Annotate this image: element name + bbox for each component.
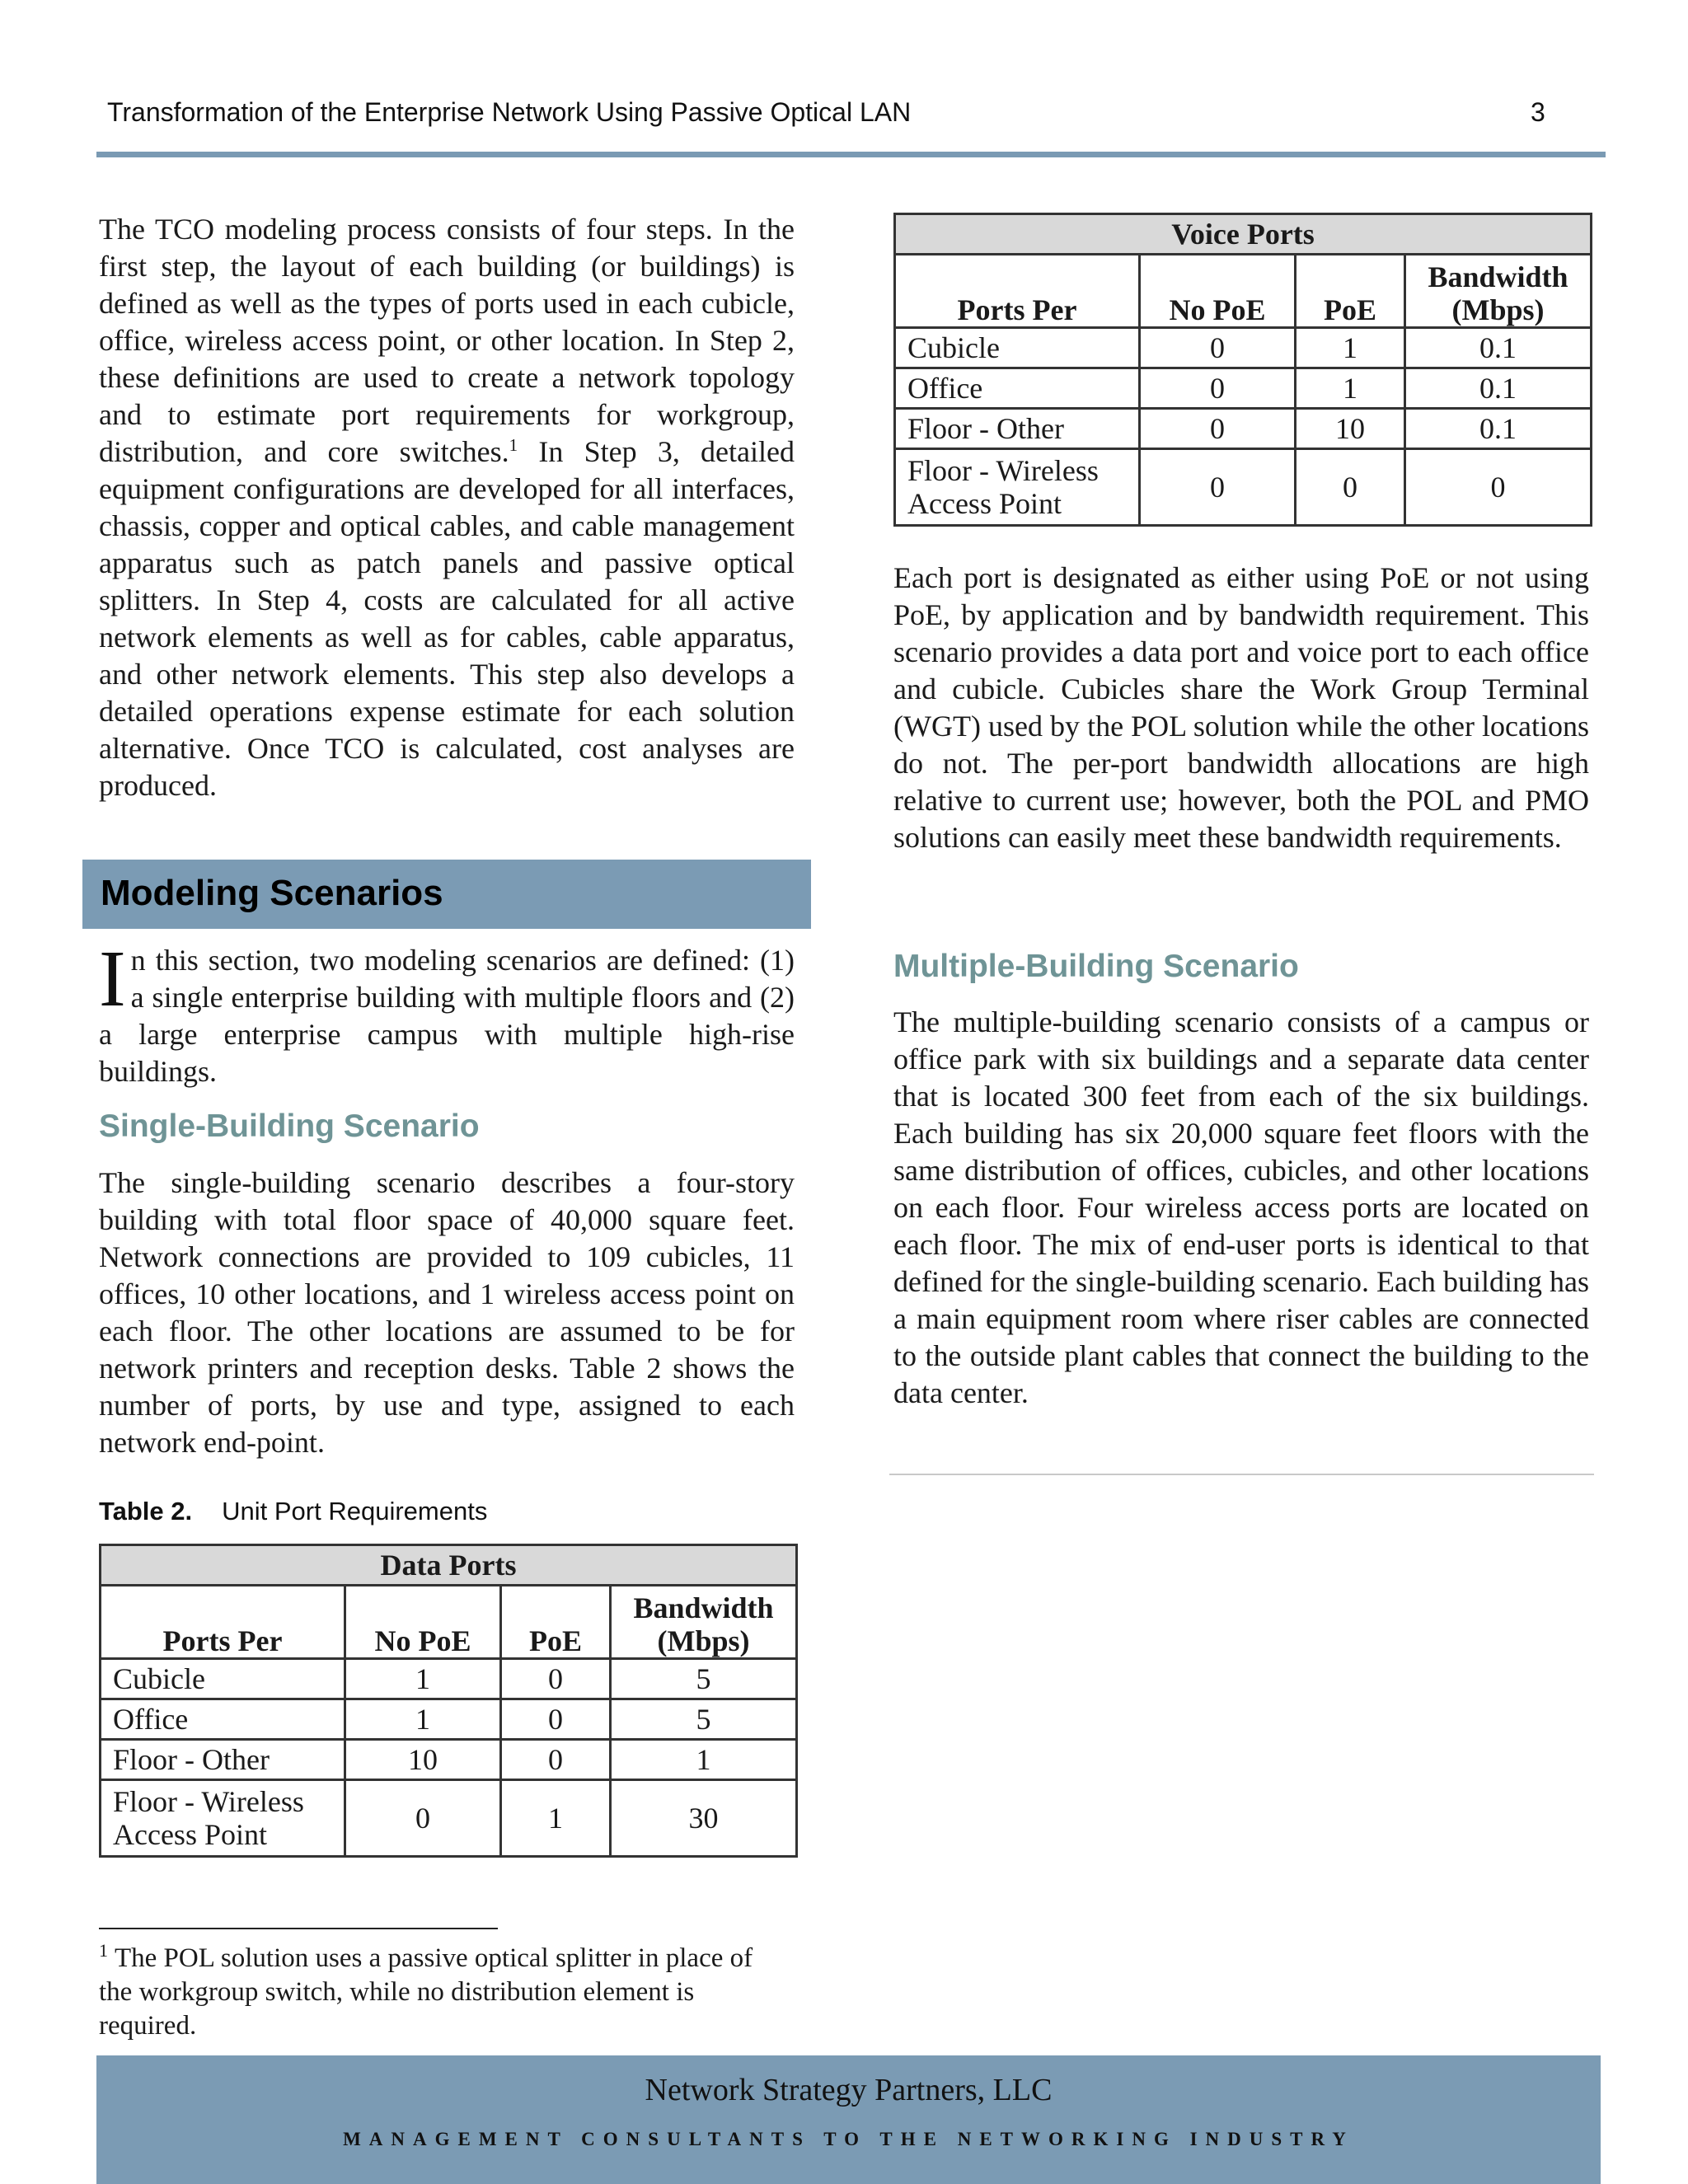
- running-header-title: Transformation of the Enterprise Network Using Passive Optical LAN: [107, 97, 912, 127]
- page-number: 3: [1531, 97, 1545, 127]
- voice-ports-table: [893, 213, 1592, 527]
- table-row: [101, 1699, 797, 1740]
- table-cell: 0: [345, 1780, 501, 1857]
- header-rule: [96, 152, 1606, 157]
- table-cell: 0: [501, 1659, 611, 1699]
- table-row: [101, 1780, 797, 1857]
- single-building-heading: Single-Building Scenario: [99, 1108, 480, 1144]
- table-cell: 10: [345, 1740, 501, 1780]
- footnote-rule: [99, 1928, 498, 1929]
- column-header: Ports Per: [895, 255, 1140, 328]
- column-end-rule: [889, 1474, 1594, 1475]
- table-cell: Cubicle: [895, 328, 1140, 368]
- column-header: No PoE: [1140, 255, 1296, 328]
- table-cell: 1: [501, 1780, 611, 1857]
- voice-ports-title: Voice Ports: [895, 214, 1592, 255]
- table-row: [895, 328, 1592, 368]
- table-cell: 1: [345, 1659, 501, 1699]
- footnote-reference[interactable]: 1: [509, 435, 518, 455]
- multiple-building-heading: Multiple-Building Scenario: [893, 949, 1299, 984]
- table-caption: [99, 1497, 487, 1526]
- table-cell: 10: [1296, 409, 1405, 449]
- table-cell: 0: [1140, 409, 1296, 449]
- column-header: PoE: [501, 1586, 611, 1659]
- table-cell: 1: [1296, 328, 1405, 368]
- table-row: [101, 1659, 797, 1699]
- table-row: [895, 449, 1592, 526]
- table-number: Table 2.: [99, 1497, 193, 1526]
- footnote-text: The POL solution uses a passive optical splitter in place of the workgroup switch, while no distribution element is required.: [99, 1943, 753, 2041]
- table-cell: 1: [1296, 368, 1405, 409]
- table-cell: Floor - Other: [895, 409, 1140, 449]
- table-cell: Floor - Other: [101, 1740, 345, 1780]
- table-cell: 0: [501, 1740, 611, 1780]
- table-row: [101, 1740, 797, 1780]
- table-cell: 0: [501, 1699, 611, 1740]
- data-ports-title: Data Ports: [101, 1545, 797, 1586]
- table-cell: 0.1: [1405, 328, 1592, 368]
- footnote: [99, 1942, 791, 2043]
- table-cell: 0: [1140, 449, 1296, 526]
- table-cell: Floor - Wireless Access Point: [895, 449, 1140, 526]
- column-header: Bandwidth (Mbps): [611, 1586, 797, 1659]
- table-cell: Cubicle: [101, 1659, 345, 1699]
- table-cell: 0: [1140, 368, 1296, 409]
- single-building-paragraph: The single-building scenario describes a four-story building with total floor space of 40,000 square feet. Network connections are provided to 109 cubicles, 11 offices, 10 other locations, and 1 wireless access point on each floor. The other locations are assumed to be for network printers and reception desks. Table 2 shows the number of ports, by use and type, assigned to each network end-point.: [99, 1166, 795, 1459]
- section-intro-text: n this section, two modeling scenarios are defined: (1) a single enterprise building with multiple floors and (2) a large enterprise campus with multiple high-rise buildings.: [99, 944, 795, 1088]
- section-title: Modeling Scenarios: [101, 873, 443, 913]
- drop-cap: I: [99, 935, 126, 1024]
- page-footer: [96, 2055, 1601, 2184]
- column-header: PoE: [1296, 255, 1405, 328]
- table-cell: 1: [611, 1740, 797, 1780]
- table-cell: Office: [895, 368, 1140, 409]
- table-row: [895, 409, 1592, 449]
- column-header: Ports Per: [101, 1586, 345, 1659]
- data-ports-table: [99, 1544, 798, 1858]
- table-cell: 0: [1140, 328, 1296, 368]
- table-title: Unit Port Requirements: [222, 1497, 488, 1526]
- table-cell: 0.1: [1405, 409, 1592, 449]
- table-cell: 0: [1405, 449, 1592, 526]
- table-cell: 1: [345, 1699, 501, 1740]
- table-row: [895, 368, 1592, 409]
- table-cell: 5: [611, 1659, 797, 1699]
- intro-paragraph: [99, 211, 795, 804]
- table-cell: Office: [101, 1699, 345, 1740]
- footer-company: Network Strategy Partners, LLC: [645, 2073, 1053, 2107]
- table-cell: 5: [611, 1699, 797, 1740]
- intro-text-part1: The TCO modeling process consists of four steps. In the first step, the layout of each building (or buildings) is defined as well as the types of ports used in each cubicle, office, wireless access point, or other location. In Step 2, these definitions are used to create a network topology and to estimate port requirements for workgroup, distribution, and core switches.: [99, 213, 795, 468]
- section-intro-paragraph: [99, 935, 795, 1090]
- multiple-building-paragraph: The multiple-building scenario consists of a campus or office park with six buildings and a separate data center that is located 300 feet from each of the six buildings. Each building has six 20,000 square feet floors with the same distribution of offices, cubicles, and other locations on each floor. Four wireless access ports are located on each floor. The mix of end-user ports is identical to that defined for the single-building scenario. Each building has a main equipment room where riser cables are connected to the outside plant cables that connect the building to the data center.: [893, 1005, 1589, 1409]
- table-cell: Floor - Wireless Access Point: [101, 1780, 345, 1857]
- intro-text-part2: In Step 3, detailed equipment configurations are developed for all interfaces, chassis, copper and optical cables, and cable management apparatus such as patch panels and passive optical splitters. In Step 4, costs are calculated for all active network elements as well as for cables, cable apparatus, and other network elements. This step also develops a detailed operations expense estimate for each solution alternative. Once TCO is calculated, cost analyses are produced.: [99, 435, 795, 802]
- port-designation-paragraph: Each port is designated as either using PoE or not using PoE, by application and by bandwidth requirement. This scenario provides a data port and voice port to each office and cubicle. Cubicles share the Work Group Terminal (WGT) used by the POL solution while the other locations do not. The per-port bandwidth allocations are high relative to current use; however, both the POL and PMO solutions can easily meet these bandwidth requirements.: [893, 561, 1589, 854]
- table-cell: 0.1: [1405, 368, 1592, 409]
- column-header: No PoE: [345, 1586, 501, 1659]
- footnote-mark: 1: [99, 1940, 108, 1961]
- table-cell: 0: [1296, 449, 1405, 526]
- footer-tagline: MANAGEMENT CONSULTANTS TO THE NETWORKING INDUSTRY: [343, 2129, 1354, 2149]
- table-cell: 30: [611, 1780, 797, 1857]
- section-banner: [82, 860, 811, 929]
- column-header: Bandwidth (Mbps): [1405, 255, 1592, 328]
